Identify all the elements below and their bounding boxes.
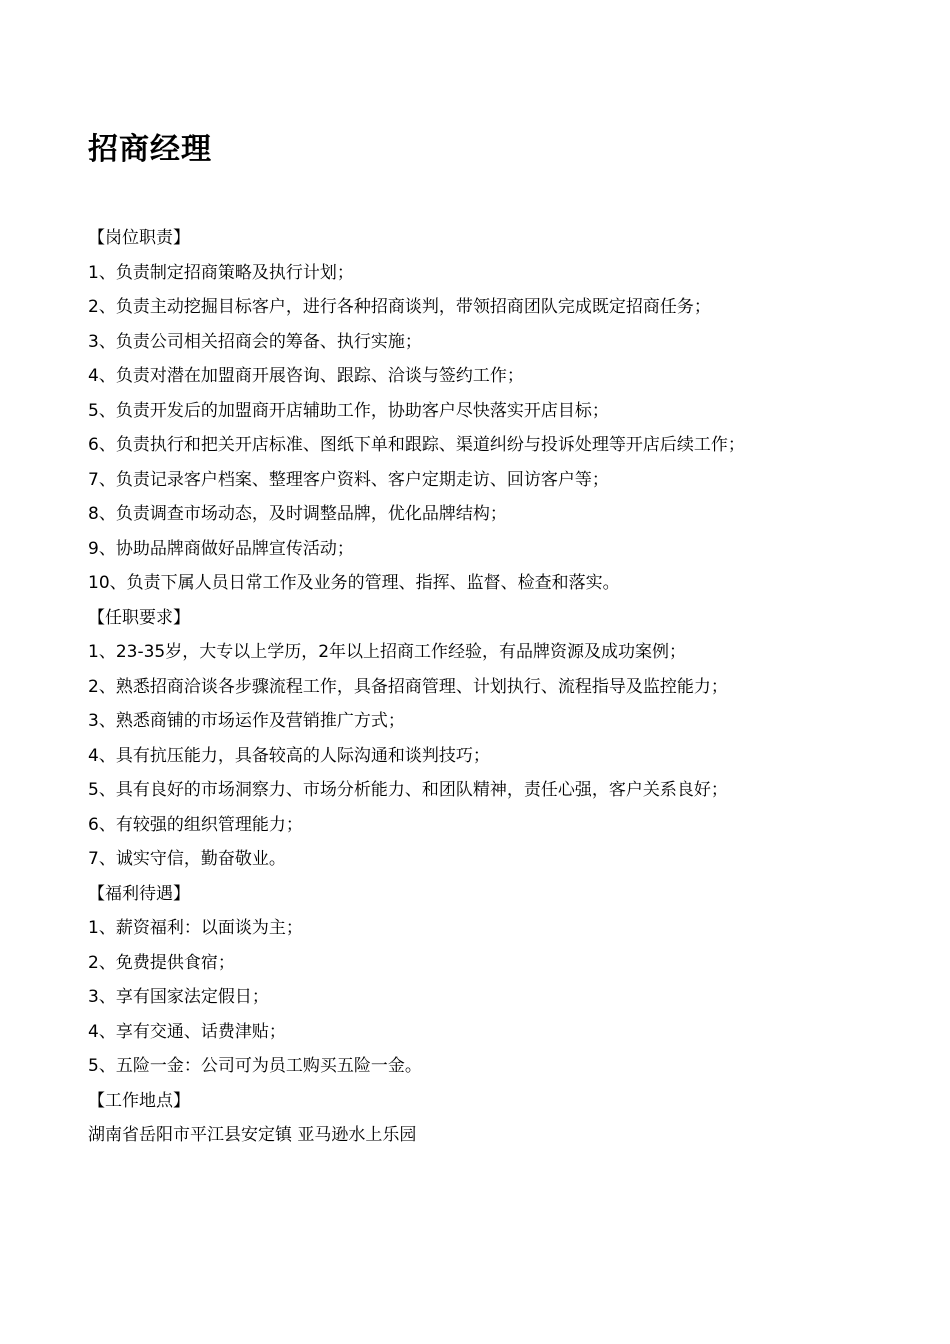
duty-item: 5、负责开发后的加盟商开店辅助工作，协助客户尽快落实开店目标； xyxy=(88,400,609,421)
benefit-item: 1、薪资福利：以面谈为主； xyxy=(88,918,303,938)
duty-item: 7、负责记录客户档案、整理客户资料、客户定期走访、回访客户等； xyxy=(88,469,609,490)
requirement-item: 2、熟悉招商洽谈各步骤流程工作，具备招商管理、计划执行、流程指导及监控能力； xyxy=(88,676,728,697)
benefit-item: 5、五险一金：公司可为员工购买五险一金。 xyxy=(88,1056,422,1076)
duty-item: 1、负责制定招商策略及执行计划； xyxy=(88,262,354,283)
requirement-item: 5、具有良好的市场洞察力、市场分析能力、和团队精神，责任心强，客户关系良好； xyxy=(88,780,728,800)
duty-item: 6、负责执行和把关开店标准、图纸下单和跟踪、渠道纠纷与投诉处理等开店后续工作； xyxy=(88,435,745,455)
duty-item: 10、负责下属人员日常工作及业务的管理、指挥、监督、检查和落实。 xyxy=(88,573,620,593)
benefit-item: 4、享有交通、话费津贴； xyxy=(88,1021,286,1042)
duty-item: 4、负责对潜在加盟商开展咨询、跟踪、洽谈与签约工作； xyxy=(88,366,524,386)
page-title: 招商经理 xyxy=(88,132,212,167)
requirements-section xyxy=(88,601,888,877)
requirement-item: 1、23-35岁，大专以上学历，2年以上招商工作经验，有品牌资源及成功案例； xyxy=(88,642,687,662)
benefits-section xyxy=(88,877,888,1084)
section-heading-requirements: 【任职要求】 xyxy=(88,607,190,628)
location-section xyxy=(88,1084,888,1153)
duty-item: 2、负责主动挖掘目标客户，进行各种招商谈判，带领招商团队完成既定招商任务； xyxy=(88,297,711,317)
benefit-item: 2、免费提供食宿； xyxy=(88,952,235,973)
requirement-item: 3、熟悉商铺的市场运作及营销推广方式； xyxy=(88,711,405,731)
work-address: 湖南省岳阳市平江县安定镇 亚马逊水上乐园 xyxy=(88,1125,417,1145)
section-heading-duties: 【岗位职责】 xyxy=(88,228,190,248)
requirement-item: 6、有较强的组织管理能力； xyxy=(88,814,303,835)
job-description xyxy=(88,221,888,1153)
duties-section xyxy=(88,221,888,601)
benefit-item: 3、享有国家法定假日； xyxy=(88,987,269,1007)
section-heading-benefits: 【福利待遇】 xyxy=(88,883,190,904)
duty-item: 9、协助品牌商做好品牌宣传活动； xyxy=(88,538,354,559)
duty-item: 3、负责公司相关招商会的筹备、执行实施； xyxy=(88,331,422,352)
requirement-item: 4、具有抗压能力，具备较高的人际沟通和谈判技巧； xyxy=(88,745,490,766)
duty-item: 8、负责调查市场动态，及时调整品牌，优化品牌结构； xyxy=(88,504,507,524)
requirement-item: 7、诚实守信，勤奋敬业。 xyxy=(88,849,286,869)
section-heading-location: 【工作地点】 xyxy=(88,1090,190,1111)
